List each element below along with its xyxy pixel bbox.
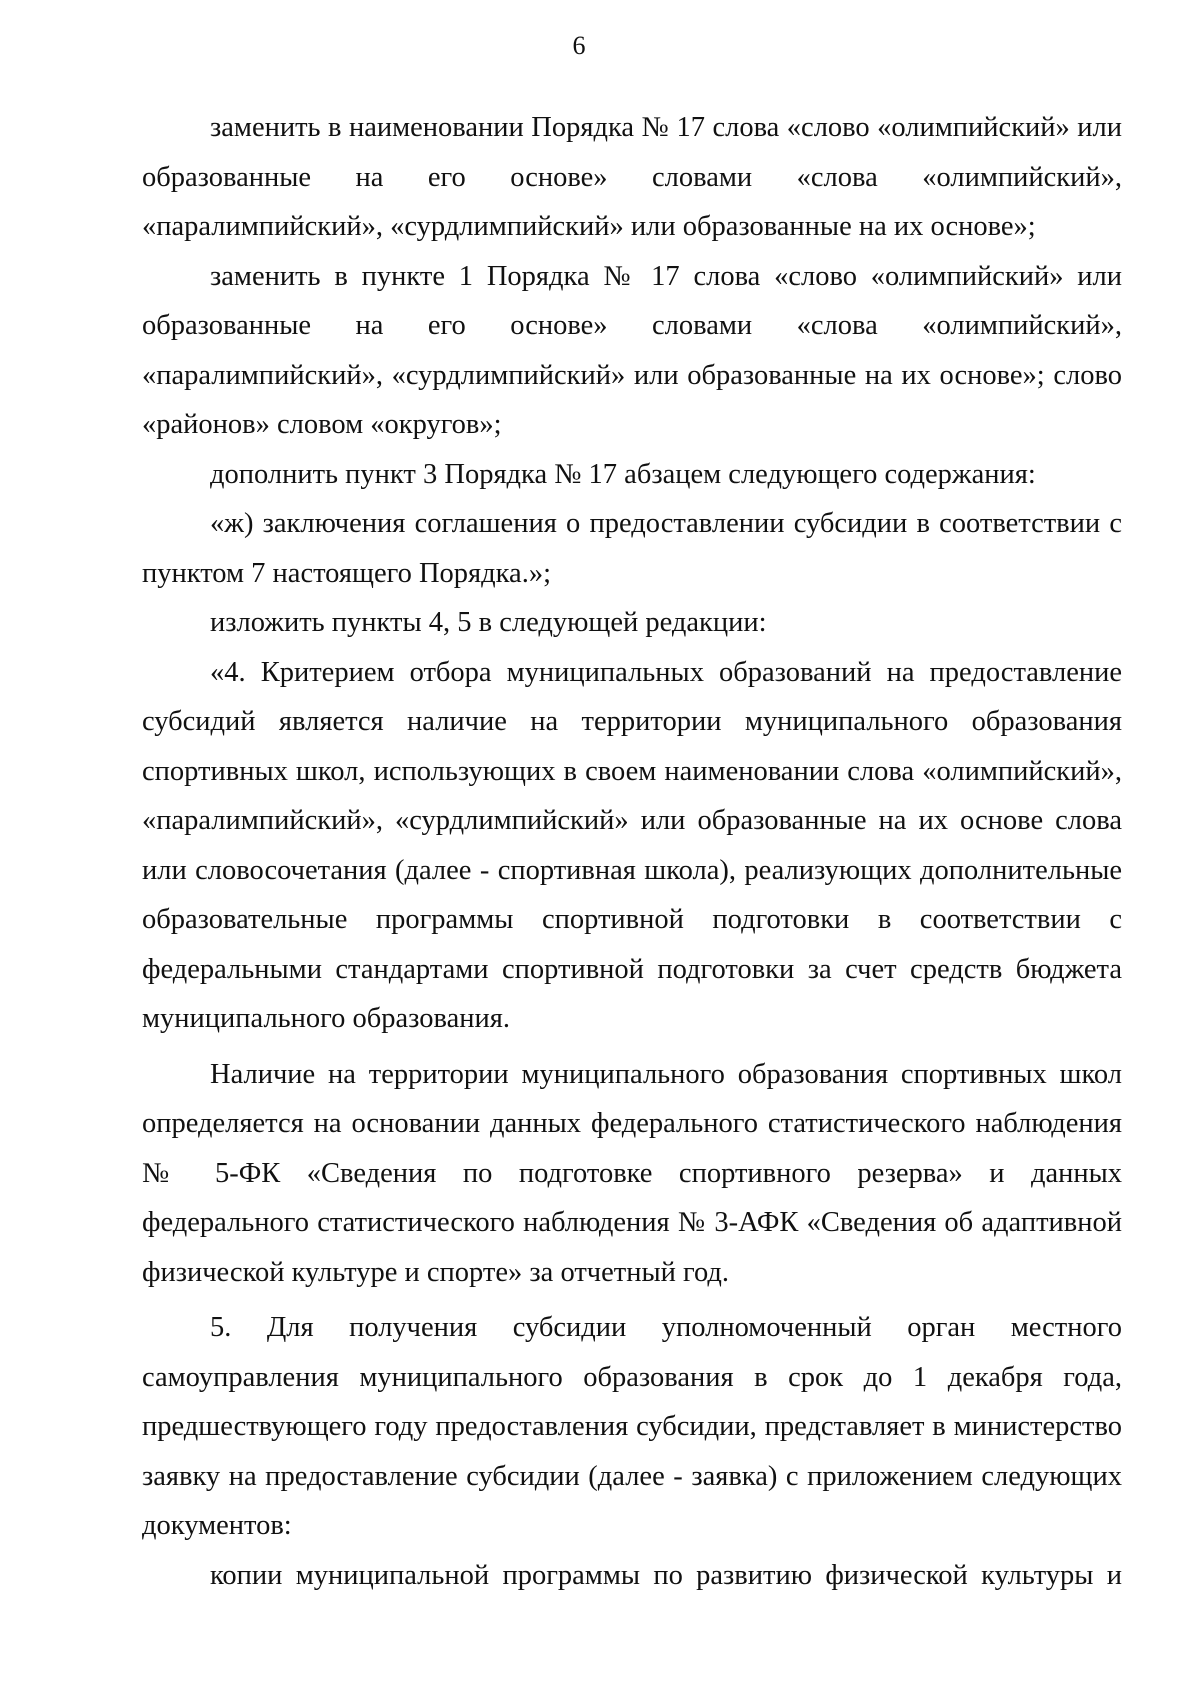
text-line: муниципального образования. xyxy=(142,1003,510,1034)
text-line: заявку на предоставление субсидии (далее - заявка) с приложением следующих xyxy=(142,1460,1122,1492)
text-line: субсидий является наличие на территории муниципального образования xyxy=(142,706,1122,737)
text-line: заменить в пункте 1 Порядка № 17 слова «слово «олимпийский» или xyxy=(210,260,1122,292)
text-line: «паралимпийский», «сурдлимпийский» или образованные на их основе»; xyxy=(142,211,1036,242)
text-line: определяется на основании данных федерального статистического наблюдения xyxy=(142,1108,1122,1139)
text-line: № 5-ФК «Сведения по подготовке спортивного резерва» и данных xyxy=(142,1157,1122,1189)
text-line: самоуправления муниципального образования в срок до 1 декабря года, xyxy=(142,1361,1122,1393)
text-line: предшествующего году предоставления субсидии, представляет в министерство xyxy=(142,1411,1122,1442)
text-line: образованные на его основе» словами «слова «олимпийский», xyxy=(142,161,1122,193)
document-body xyxy=(142,103,1122,1600)
text-line: спортивных школ, использующих в своем наименовании слова «олимпийский», xyxy=(142,755,1122,787)
text-line: физической культуре и спорте» за отчетный год. xyxy=(142,1256,730,1288)
text-line: «паралимпийский», «сурдлимпийский» или образованные на их основе слова xyxy=(142,805,1122,836)
text-line: «4. Критерием отбора муниципальных образований на предоставление xyxy=(210,656,1122,688)
text-line: федерального статистического наблюдения № 3-АФК «Сведения об адаптивной xyxy=(142,1207,1122,1238)
text-line: 5. Для получения субсидии уполномоченный орган местного xyxy=(210,1312,1122,1343)
text-line: дополнить пункт 3 Порядка № 17 абзацем следующего содержания: xyxy=(210,458,1036,490)
text-line: «паралимпийский», «сурдлимпийский» или образованные на их основе»; слово xyxy=(142,359,1122,391)
text-line: или словосочетания (далее - спортивная школа), реализующих дополнительные xyxy=(142,854,1122,886)
text-line: заменить в наименовании Порядка № 17 слова «слово «олимпийский» или xyxy=(210,112,1122,143)
text-line: Наличие на территории муниципального образования спортивных школ xyxy=(210,1058,1122,1090)
text-line: образованные на его основе» словами «слова «олимпийский», xyxy=(142,310,1122,341)
text-line: федеральными стандартами спортивной подготовки за счет средств бюджета xyxy=(142,953,1122,985)
text-line: образовательные программы спортивной подготовки в соответствии с xyxy=(142,904,1122,935)
text-line: изложить пункты 4, 5 в следующей редакции: xyxy=(210,607,767,638)
text-line: документов: xyxy=(142,1510,292,1541)
text-line: «районов» словом «округов»; xyxy=(142,409,502,440)
text-line: «ж) заключения соглашения о предоставлении субсидии в соответствии с xyxy=(210,508,1122,539)
page-number: 6 xyxy=(572,31,586,60)
text-line: копии муниципальной программы по развитию физической культуры и xyxy=(210,1559,1122,1591)
text-line: пунктом 7 настоящего Порядка.»; xyxy=(142,557,551,589)
